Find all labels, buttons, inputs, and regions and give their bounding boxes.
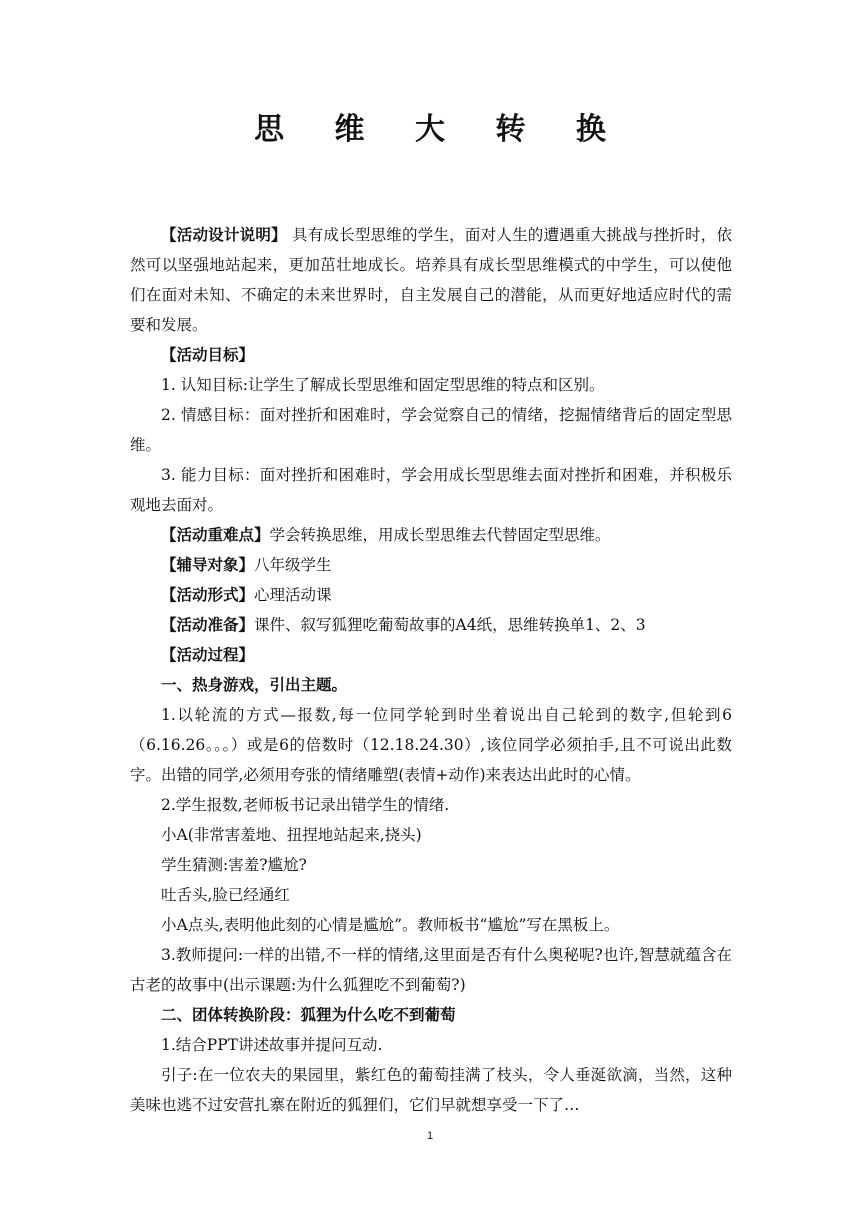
section-paragraph: 1.以轮流的方式—报数,每一位同学轮到时坐着说出自己轮到的数字,但轮到6（6.16.26。。。）或是6的倍数时（12.18.24.30）,该位同学必须拍手,且不可说出此数字。出错的同学,必须用夸张的情绪雕塑(表情+动作)来表达出此时的心情。 <box>130 706 732 784</box>
key-point-label: 【活动重难点】 <box>161 525 270 544</box>
section-heading: 二、团体转换阶段：狐狸为什么吃不到葡萄 <box>161 1005 456 1024</box>
goal-item: 2. 情感目标：面对挫折和困难时，学会觉察自己的情绪，挖掘情绪背后的固定型思维。 <box>130 406 732 454</box>
section-paragraph: 3.教师提问:一样的出错,不一样的情绪,这里面是否有什么奥秘呢?也许,智慧就蕴含在古老的故事中(出示课题:为什么狐狸吃不到葡萄?) <box>130 946 732 994</box>
page-number: 1 <box>426 1130 434 1142</box>
prep-label: 【活动准备】 <box>161 615 255 634</box>
section-paragraph: 学生猜测:害羞?尴尬? <box>161 856 307 874</box>
form-label: 【活动形式】 <box>161 585 255 604</box>
design-text: 具有成长型思维的学生，面对人生的遭遇重大挑战与挫折时，依然可以坚强地站起来，更加茁壮地成长。培养具有成长型思维模式的中学生，可以使他们在面对未知、不确定的未来世界时，自主发展自己的潜能，从而更好地适应时代的需要和发展。 <box>130 226 732 334</box>
design-description <box>130 220 732 340</box>
section-paragraph: 引子:在一位农夫的果园里，紫红色的葡萄挂满了枝头，令人垂涎欲滴，当然，这种美味也逃不过安营扎寨在附近的狐狸们，它们早就想享受一下了… <box>130 1066 732 1114</box>
goals-heading: 【活动目标】 <box>161 345 255 364</box>
audience-label: 【辅导对象】 <box>161 555 255 574</box>
form-text: 心理活动课 <box>254 586 332 604</box>
section-paragraph: 小A(非常害羞地、扭捏地站起来,挠头) <box>161 826 422 844</box>
activity-form <box>130 580 732 610</box>
goal-item: 1. 认知目标:让学生了解成长型思维和固定型思维的特点和区别。 <box>161 376 605 394</box>
goal-item: 3. 能力目标：面对挫折和困难时，学会用成长型思维去面对挫折和困难，并积极乐观地去面对。 <box>130 466 732 514</box>
document-body <box>130 220 732 1120</box>
section-paragraph: 吐舌头,脸已经通红 <box>161 886 290 904</box>
design-label: 【活动设计说明】 <box>161 225 287 244</box>
audience <box>130 550 732 580</box>
key-point-text: 学会转换思维，用成长型思维去代替固定型思维。 <box>269 526 611 544</box>
section-paragraph: 小A点头,表明他此刻的心情是尴尬”。教师板书“尴尬”写在黑板上。 <box>161 916 620 934</box>
section-heading: 一、热身游戏，引出主题。 <box>161 675 348 694</box>
prep-text: 课件、叙写狐狸吃葡萄故事的A4纸，思维转换单1、2、3 <box>254 616 646 634</box>
key-point <box>130 520 732 550</box>
activity-prep <box>130 610 732 640</box>
section-paragraph: 2.学生报数,老师板书记录出错学生的情绪. <box>161 796 450 814</box>
page-title: 思 维 大 转 换 <box>254 112 626 147</box>
process-heading: 【活动过程】 <box>161 645 255 664</box>
section-paragraph: 1.结合PPT讲述故事并提问互动. <box>161 1036 383 1054</box>
audience-text: 八年级学生 <box>254 556 332 574</box>
